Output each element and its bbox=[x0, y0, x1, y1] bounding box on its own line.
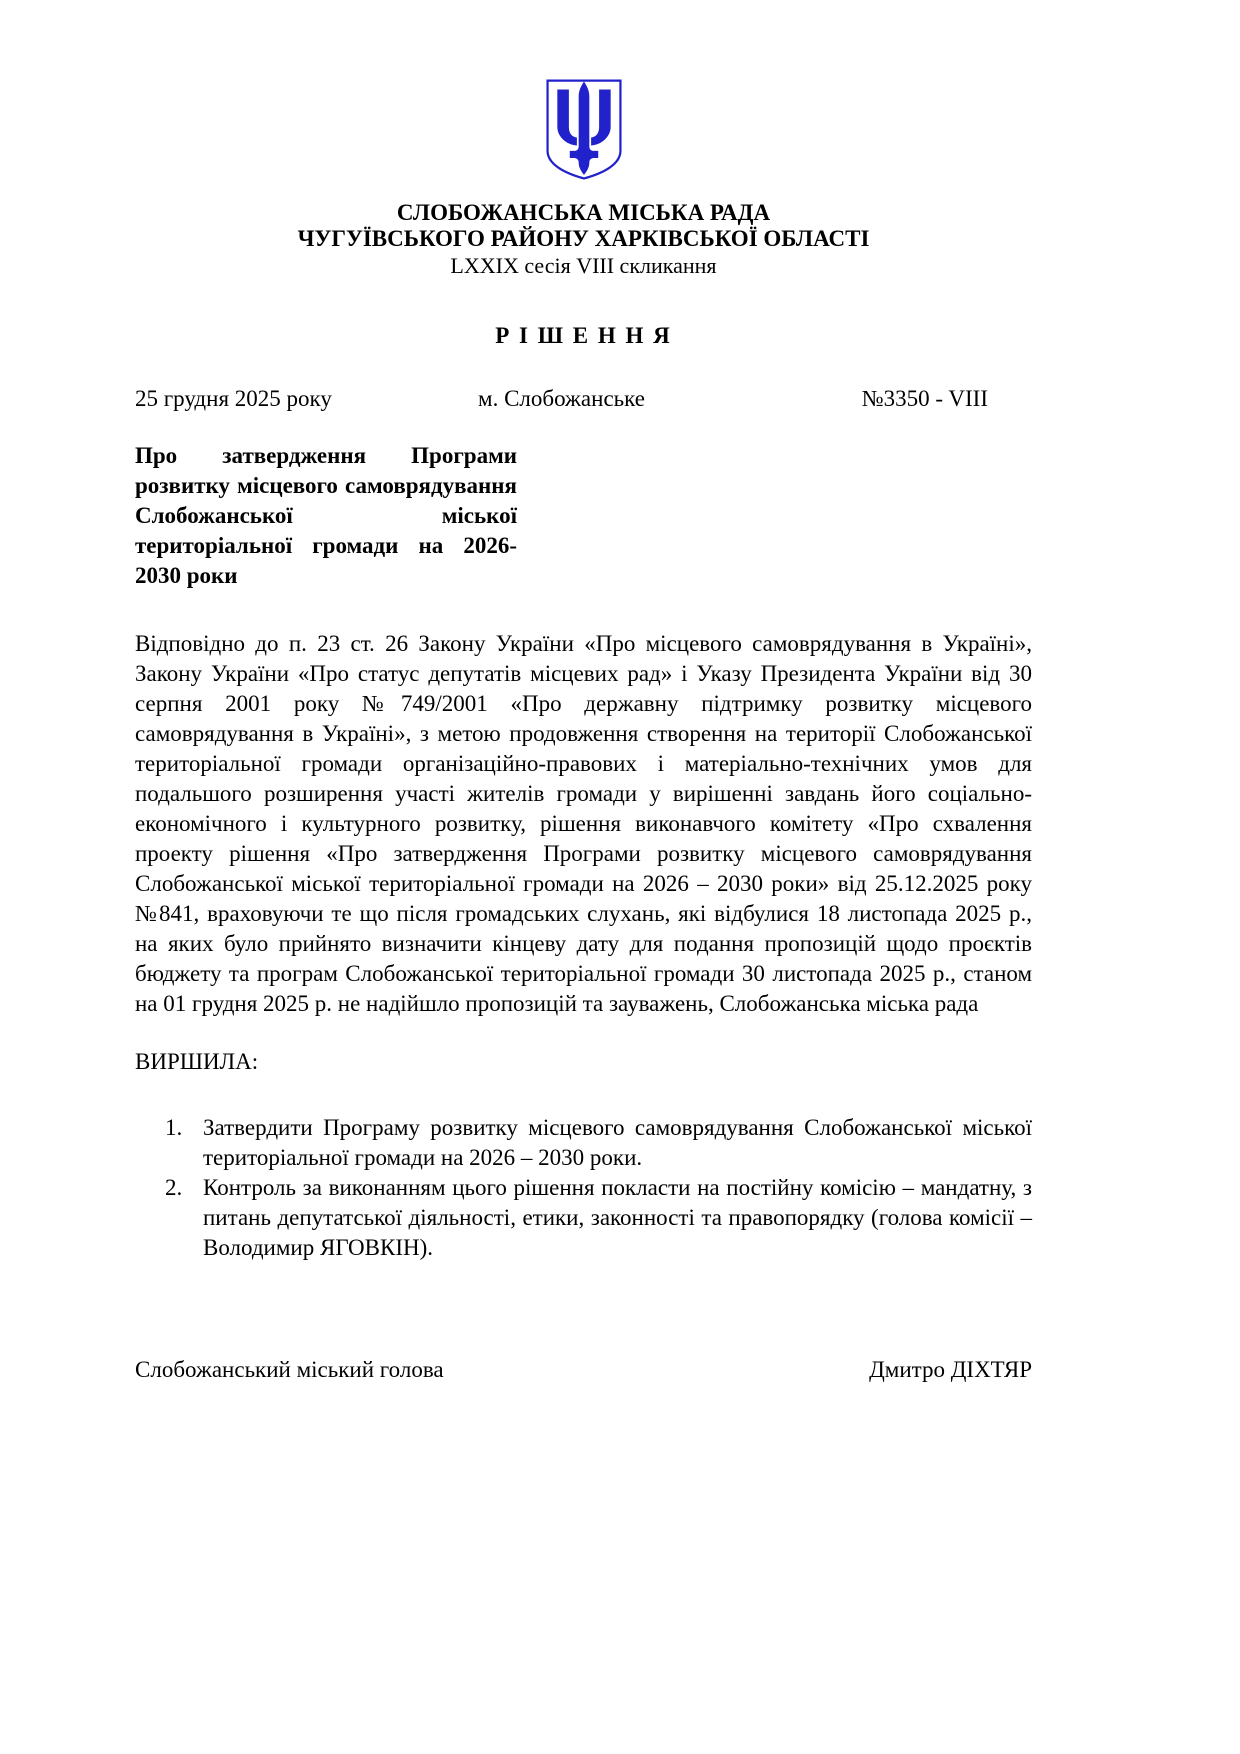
resolution-number: 1. bbox=[165, 1115, 183, 1140]
council-name: СЛОБОЖАНСЬКА МІСЬКА РАДА bbox=[396, 200, 771, 225]
signature-row bbox=[135, 1355, 1032, 1385]
resolution-item bbox=[135, 1113, 1032, 1173]
resolution-text: Контроль за виконанням цього рішення покласти на постійну комісію – мандатну, з питань депутатської діяльності, етики, законності та правопорядку (голова комісії – Володимир ЯГОВКІН). bbox=[203, 1175, 1032, 1260]
resolution-text: Затвердити Програму розвитку місцевого самоврядування Слобожанської міської територіальної громади на 2026 – 2030 роки. bbox=[203, 1115, 1032, 1170]
document-type-title: Р І Ш Е Н Н Я bbox=[495, 323, 672, 348]
resolved-label: ВИРШИЛА: bbox=[135, 1049, 259, 1074]
document-date: 25 грудня 2025 року bbox=[135, 386, 332, 411]
signer-name: Дмитро ДІХТЯР bbox=[869, 1357, 1032, 1382]
resolution-number: 2. bbox=[165, 1175, 183, 1200]
resolutions-list bbox=[135, 1113, 1032, 1263]
document-place: м. Слобожанське bbox=[478, 386, 645, 411]
resolution-item bbox=[135, 1173, 1032, 1263]
signer-title: Слобожанський міський голова bbox=[135, 1357, 444, 1382]
emblem-container bbox=[135, 78, 1032, 188]
district-name: ЧУГУЇВСЬКОГО РАЙОНУ ХАРКІВСЬКОЇ ОБЛАСТІ bbox=[297, 226, 870, 251]
preamble-paragraph: Відповідно до п. 23 ст. 26 Закону України «Про місцевого самоврядування в Україні», Закону України «Про статус депутатів місцевих рад» і Указу Президента України від 30 серпня 2001 року №749/2001 «Про державну підтримку розвитку місцевого самоврядування в Україні», з метою продовження створення на території Слобожанської територіальної громади організаційно-правових і матеріально-технічних умов для подальшого розширення участі жителів громади у вирішенні завдань його соціально- економічного і культурного розвитку, рішення виконавчого комітету «Про схвалення проекту рішення «Про затвердження Програми розвитку місцевого самоврядування Слобожанської міської територіальної громади на 2026 – 2030 роки» від 25.12.2025 року №841, враховуючи те що після громадських слухань, які відбулися 18 листопада 2025 р., на яких було прийнято визначити кінцеву дату для подання пропозицій щодо проєктів бюджету та програм Слобожанської територіальної громади 30 листопада 2025 р., станом на 01 грудня 2025 р. не надійшло пропозицій та зауважень, Слобожанська міська рада bbox=[135, 631, 1032, 1016]
document-subject: Про затвердження Програми розвитку місцевого самоврядування Слобожанської міської територіальної громади на 2026-2030 роки bbox=[135, 443, 517, 588]
session-line: LXXIX сесія VIII скликання bbox=[450, 253, 717, 278]
document-meta-row bbox=[135, 385, 1032, 413]
document-number: №3350 - VIII bbox=[861, 386, 988, 411]
trident-icon bbox=[557, 82, 610, 175]
document-header bbox=[135, 200, 1032, 279]
ukraine-trident-emblem bbox=[544, 78, 624, 182]
